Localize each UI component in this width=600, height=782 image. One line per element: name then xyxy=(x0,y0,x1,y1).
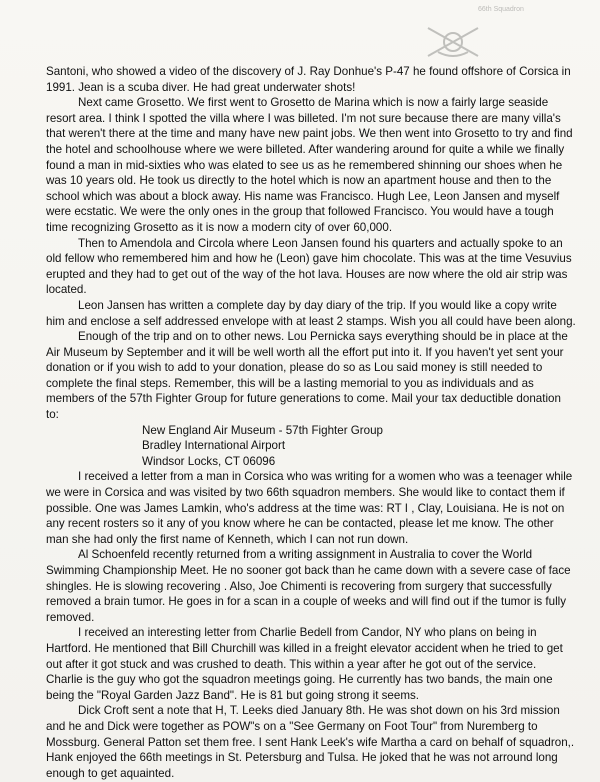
header-stamp-text: 66th Squadron xyxy=(478,6,524,13)
letter-body xyxy=(46,64,576,781)
squadron-emblem-icon xyxy=(418,22,488,62)
paragraph: Next came Grosetto. We first went to Grosetto de Marina which is now a fairly large seaside resort area. I think I spotted the villa where I was billeted. I'm not sure because there are many villa's that weren't there at the time and many have new paint jobs. We then went into Grosetto to try and find the hotel and schoolhouse where we were billeted. After wandering around for quite a while we finally found a man in mid-sixties who was elated to see us as he remembered shinning our shoes when he was 10 years old. He took us directly to the hotel which is now an apartment house and then to the school which was about a block away. His name was Francisco. Hugh Lee, Leon Jansen and myself were ecstatic. We were the only ones in the group that followed Francisco. You would have a tough time recognizing Grosetto as it is now a modern city of over 60,000. xyxy=(46,96,573,234)
address-line: Windsor Locks, CT 06096 xyxy=(142,454,276,468)
paragraph: I received an interesting letter from Charlie Bedell from Candor, NY who plans on being in Hartford. He mentioned that Bill Churchill was killed in a freight elevator accident when he tried to get out after it got stuck and was crushed to death. This within a year after he got out of the service. Charlie is the guy who got the squadron meetings going. He currently has two bands, the main one being the "Royal Garden Jazz Band". He is 81 but going strong it seems. xyxy=(46,626,563,702)
paragraph: Then to Amendola and Circola where Leon Jansen found his quarters and actually spoke to an old fellow who remembered him and how he (Leon) gave him chocolate. This was at the time Vesuvius erupted and they had to get out of the way of the hot lava. Houses are now where the old air strip was located. xyxy=(46,236,572,297)
paragraph: Santoni, who showed a video of the discovery of J. Ray Donhue's P-47 he found offshore of Corsica in 1991. Jean is a scuba diver. He had great underwater shots! xyxy=(46,65,571,94)
paragraph: Leon Jansen has written a complete day by day diary of the trip. If you would like a copy write him and enclose a self addressed envelope with at least 2 stamps. Wish you all could have been along. xyxy=(46,298,576,328)
paragraph: Enough of the trip and on to other news. Lou Pernicka says everything should be in place at the Air Museum by September and it will be well worth all the effort put into it. If you haven't yet sent your donation or if you wish to add to your donation, please do so as Lou said money is still needed to complete the final steps. Remember, this will be a lasting memorial to you as individuals and as members of the 57th Fighter Group for future generations to come. Mail your tax deductible donation to: xyxy=(46,330,568,422)
paragraph: Al Schoenfeld recently returned from a writing assignment in Australia to cover the World Swimming Championship Meet. He no sooner got back than he came down with a severe case of face shingles. He is slowing recovering . Also, Joe Chimenti is recovering from surgery that successfully removed a brain tumor. He goes in for a scan in a couple of weeks and will find out if the tumor is fully removed. xyxy=(46,548,571,624)
paragraph: Dick Croft sent a note that H, T. Leeks died January 8th. He was shot down on his 3rd mission and he and Dick were together as POW"s on a "See Germany on Foot Tour" from Nuremberg to Mossburg. General Patton set them free. I sent Hank Leek's wife Martha a card on behalf of squadron,. Hank enjoyed the 66th meetings in St. Petersburg and Tulsa. He joked that he was not arround long enough to get aquainted. xyxy=(46,704,575,780)
address-line: New England Air Museum - 57th Fighter Group xyxy=(142,423,384,437)
address-line: Bradley International Airport xyxy=(142,439,286,453)
paragraph: I received a letter from a man in Corsica who was writing for a women who was a teenager while we were in Corsica and was visited by two 66th squadron members. She would like to contact them if possible. One was James Lamkin, who's address at the time was: RT I , Clay, Louisiana. He is not on any recent rosters so it any of you know where he can be contacted, please let me know. The other man she had only the first name of Kenneth, which I can not run down. xyxy=(46,470,573,546)
mailing-address xyxy=(142,423,576,470)
